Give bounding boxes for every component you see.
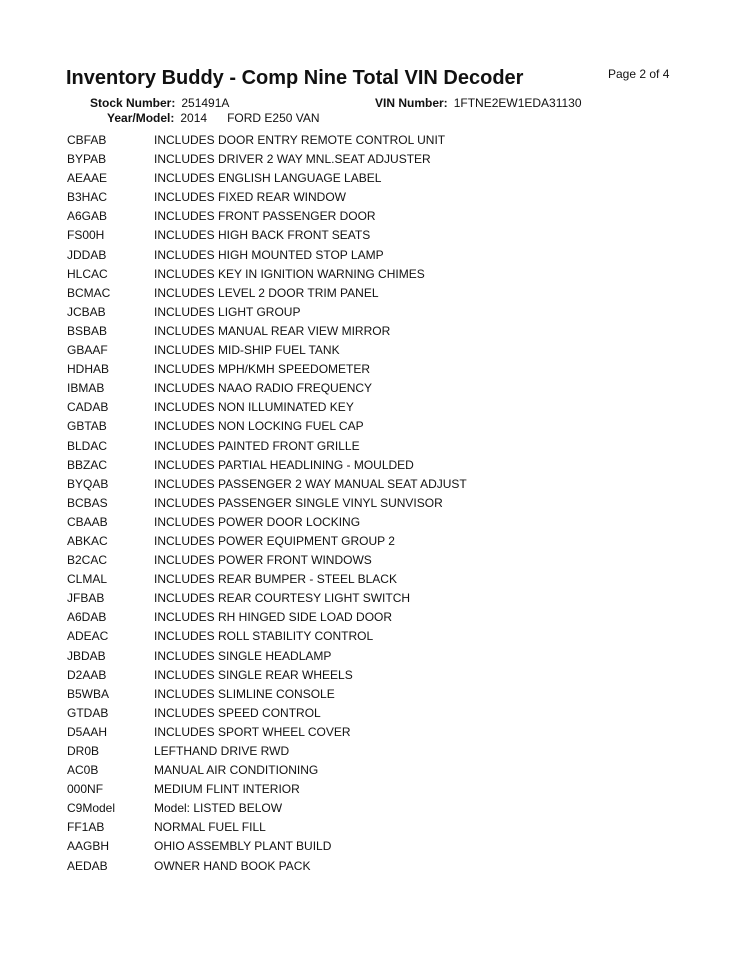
option-description: INCLUDES REAR BUMPER - STEEL BLACK [154,572,397,587]
option-code: BYPAB [67,152,107,167]
stock-number-value: 251491A [181,96,230,110]
option-description: INCLUDES SPEED CONTROL [154,705,321,720]
list-item [67,341,687,360]
option-description: INCLUDES ROLL STABILITY CONTROL [154,629,374,644]
option-description: INCLUDES PASSENGER 2 WAY MANUAL SEAT ADJUST [154,476,467,491]
option-code: GBTAB [67,419,107,434]
option-code: AC0B [67,763,99,778]
option-code: BBZAC [67,457,108,472]
option-description: INCLUDES HIGH BACK FRONT SEATS [154,228,371,243]
option-code: HLCAC [67,266,108,281]
list-item [67,417,687,436]
list-item [67,666,687,685]
option-description: NORMAL FUEL FILL [154,820,266,835]
list-item [67,837,687,856]
option-code: D5AAH [67,724,108,739]
list-item [67,150,687,169]
option-code: FF1AB [67,820,105,835]
option-code: BLDAC [67,438,108,453]
list-item [67,131,687,150]
list-item [67,207,687,226]
page-title: Inventory Buddy - Comp Nine Total VIN Decoder [66,67,524,89]
list-item [67,780,687,799]
option-code: CBFAB [67,133,107,147]
option-code: AEAAE [67,171,108,186]
option-code: B5WBA [67,686,110,701]
option-code: B3HAC [67,190,108,205]
option-description: INCLUDES POWER DOOR LOCKING [154,514,361,529]
list-item [67,226,687,245]
list-item [67,723,687,742]
list-item [67,551,687,570]
option-description: INCLUDES SINGLE HEADLAMP [154,648,332,663]
option-code: BSBAB [67,323,108,338]
option-code: JCBAB [67,304,106,319]
list-item [67,761,687,780]
vin-number-label: VIN Number: [375,96,448,110]
option-code: A6GAB [67,209,108,224]
option-description: MANUAL AIR CONDITIONING [154,763,319,778]
option-code: A6DAB [67,610,107,625]
year-value: 2014 [180,111,208,125]
list-item [67,513,687,532]
option-description: INCLUDES SINGLE REAR WHEELS [154,667,353,682]
option-description: INCLUDES HIGH MOUNTED STOP LAMP [154,247,384,262]
option-code: JBDAB [67,648,106,663]
option-description: MEDIUM FLINT INTERIOR [154,782,300,797]
list-item [67,704,687,723]
option-code: 000NF [67,782,104,797]
option-code: CBAAB [67,514,108,529]
option-code: JFBAB [67,591,105,606]
option-description: INCLUDES MPH/KMH SPEEDOMETER [154,362,371,377]
option-description: INCLUDES POWER FRONT WINDOWS [154,553,372,568]
list-item [67,685,687,704]
option-code: GBAAF [67,343,108,358]
option-description: Model: LISTED BELOW [154,801,283,816]
option-description: INCLUDES ENGLISH LANGUAGE LABEL [154,171,382,186]
list-item [67,379,687,398]
list-item [67,494,687,513]
option-code: ADEAC [67,629,109,644]
option-code: ABKAC [67,533,108,548]
option-description: INCLUDES PAINTED FRONT GRILLE [154,438,360,453]
option-description: INCLUDES FIXED REAR WINDOW [154,190,347,205]
option-description: INCLUDES NON ILLUMINATED KEY [154,400,354,415]
option-description: OWNER HAND BOOK PACK [154,858,311,873]
option-description: INCLUDES MANUAL REAR VIEW MIRROR [154,323,391,338]
option-description: INCLUDES DRIVER 2 WAY MNL.SEAT ADJUSTER [154,152,431,167]
option-description: INCLUDES POWER EQUIPMENT GROUP 2 [154,533,395,548]
option-code: BCBAS [67,495,108,510]
option-code: FS00H [67,228,105,243]
list-item [67,608,687,627]
option-description: INCLUDES MID-SHIP FUEL TANK [154,343,340,358]
option-description: INCLUDES FRONT PASSENGER DOOR [154,209,376,224]
year-model-label: Year/Model: [107,111,175,125]
option-code: C9Model [67,801,116,816]
option-description: INCLUDES DOOR ENTRY REMOTE CONTROL UNIT [154,133,446,147]
option-description: INCLUDES LEVEL 2 DOOR TRIM PANEL [154,285,379,300]
option-code: DR0B [67,744,100,758]
option-code: CADAB [67,400,109,415]
list-item [67,284,687,303]
list-item [67,437,687,456]
list-item [67,589,687,608]
list-item [67,742,687,761]
option-description: INCLUDES NAAO RADIO FREQUENCY [154,381,373,396]
list-item [67,246,687,265]
model-value: FORD E250 VAN [227,111,320,125]
list-item [67,188,687,207]
vin-number-value: 1FTNE2EW1EDA31130 [453,96,582,110]
option-code: AEDAB [67,858,108,873]
option-description: INCLUDES LIGHT GROUP [154,304,301,319]
option-code: JDDAB [67,247,107,262]
page-number: Page 2 of 4 [608,67,670,81]
option-description: INCLUDES REAR COURTESY LIGHT SWITCH [154,591,411,606]
option-code: AAGBH [67,839,110,854]
list-item [67,818,687,837]
option-description: LEFTHAND DRIVE RWD [154,744,290,758]
list-item [67,398,687,417]
option-description: INCLUDES PASSENGER SINGLE VINYL SUNVISOR [154,495,443,510]
stock-number-label: Stock Number: [90,96,176,110]
option-code: IBMAB [67,381,105,396]
option-description: INCLUDES SPORT WHEEL COVER [154,724,351,739]
list-item [67,169,687,188]
list-item [67,303,687,322]
option-description: INCLUDES PARTIAL HEADLINING - MOULDED [154,457,414,472]
year-model [107,111,320,125]
option-description: INCLUDES KEY IN IGNITION WARNING CHIMES [154,266,425,281]
list-item [67,857,687,876]
list-item [67,647,687,666]
option-code: CLMAL [67,572,108,587]
list-item [67,456,687,475]
list-item [67,265,687,284]
option-code: GTDAB [67,705,109,720]
option-code: BCMAC [67,285,111,300]
option-description: INCLUDES RH HINGED SIDE LOAD DOOR [154,610,393,625]
list-item [67,532,687,551]
list-item [67,799,687,818]
option-description: INCLUDES NON LOCKING FUEL CAP [154,419,364,434]
vin-number [375,96,582,110]
list-item [67,570,687,589]
list-item [67,475,687,494]
option-code: B2CAC [67,553,108,568]
option-code-list [67,131,687,876]
list-item [67,322,687,341]
option-code: D2AAB [67,667,107,682]
option-code: BYQAB [67,476,109,491]
stock-number [90,96,229,110]
option-description: OHIO ASSEMBLY PLANT BUILD [154,839,332,854]
option-description: INCLUDES SLIMLINE CONSOLE [154,686,335,701]
option-code: HDHAB [67,362,110,377]
list-item [67,360,687,379]
list-item [67,627,687,646]
